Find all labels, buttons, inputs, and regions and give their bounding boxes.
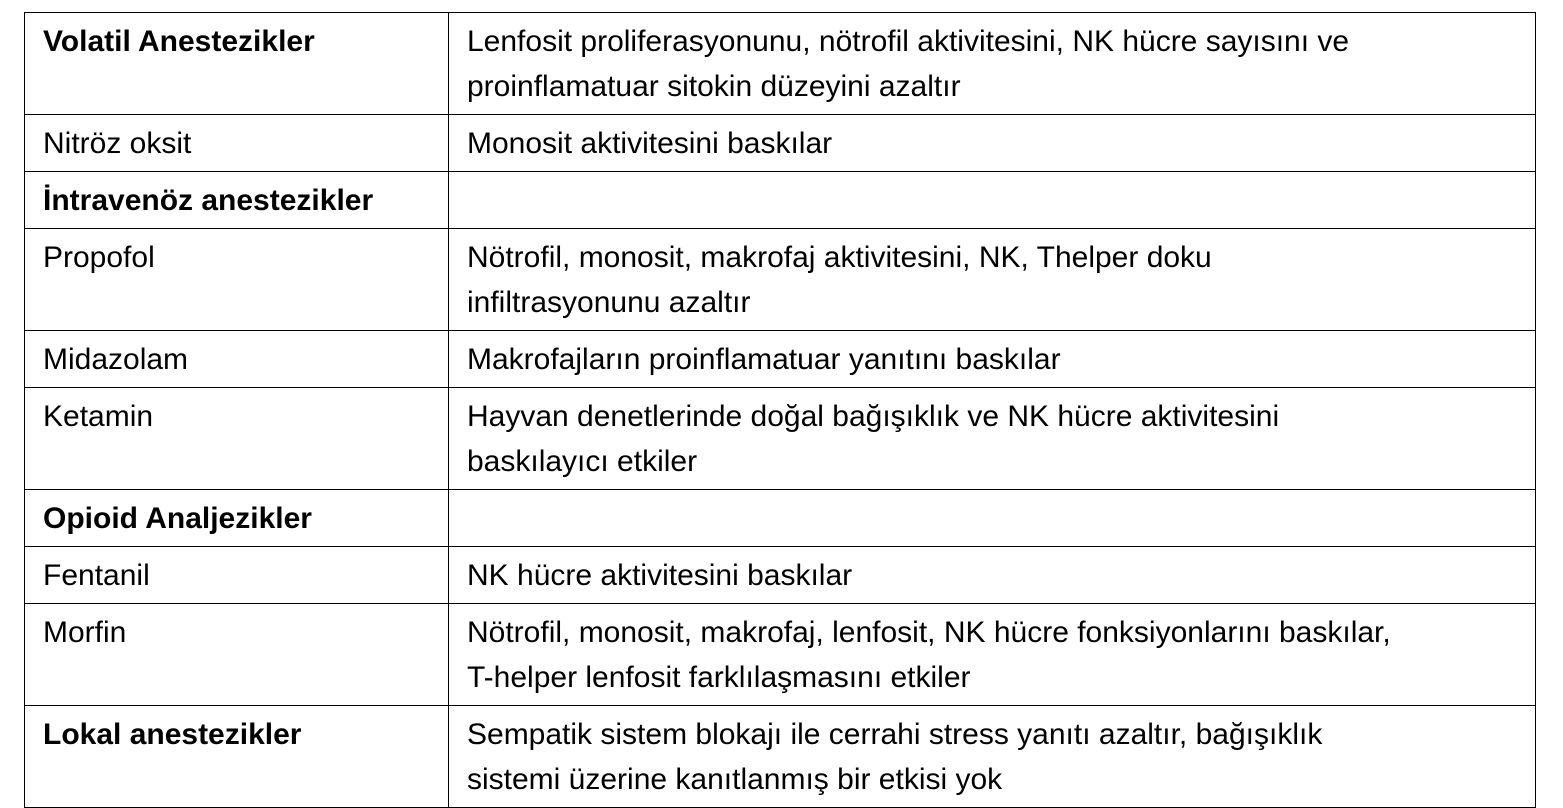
table-row <box>25 604 1536 706</box>
immune-effect-line: Lenfosit proliferasyonunu, nötrofil aktivitesini, NK hücre sayısını ve <box>467 25 1350 58</box>
immune-effect-cell <box>449 172 1536 229</box>
immune-effect-line: Hayvan denetlerinde doğal bağışıklık ve NK hücre aktivitesini <box>467 400 1280 433</box>
immune-effect-cell <box>449 388 1536 490</box>
immune-effect-line: Nötrofil, monosit, makrofaj, lenfosit, NK hücre fonksiyonlarını baskılar, <box>467 616 1391 649</box>
agent-name-cell <box>25 115 449 172</box>
agent-name: Opioid Analjezikler <box>43 502 312 535</box>
immune-effect-cell <box>449 331 1536 388</box>
anesthetic-effects-table-wrapper <box>24 12 1536 808</box>
agent-name-cell <box>25 13 449 115</box>
immune-effect-cell <box>449 13 1536 115</box>
immune-effect-line: proinflamatuar sitokin düzeyini azaltır <box>467 70 961 103</box>
immune-effect-cell <box>449 115 1536 172</box>
table-body <box>25 13 1536 808</box>
agent-name: Morfin <box>43 616 127 649</box>
agent-name-cell <box>25 331 449 388</box>
immune-effect-line: baskılayıcı etkiler <box>467 445 698 478</box>
table-row <box>25 490 1536 547</box>
immune-effect-cell <box>449 706 1536 808</box>
agent-name: Volatil Anestezikler <box>43 25 315 58</box>
immune-effect-cell <box>449 490 1536 547</box>
immune-effect-line: Nötrofil, monosit, makrofaj aktivitesini, NK, Thelper doku <box>467 241 1212 274</box>
table-row <box>25 547 1536 604</box>
immune-effect-line: Makrofajların proinflamatuar yanıtını baskılar <box>467 343 1061 376</box>
agent-name-cell <box>25 547 449 604</box>
table-row <box>25 13 1536 115</box>
immune-effect-cell <box>449 604 1536 706</box>
immune-effect-cell <box>449 229 1536 331</box>
immune-effect-cell <box>449 547 1536 604</box>
agent-name: Lokal anestezikler <box>43 718 302 751</box>
agent-name: Nitröz oksit <box>43 127 192 160</box>
agent-name-cell <box>25 229 449 331</box>
agent-name-cell <box>25 490 449 547</box>
immune-effect-line: Sempatik sistem blokajı ile cerrahi stress yanıtı azaltır, bağışıklık <box>467 718 1323 751</box>
anesthetic-effects-table <box>24 12 1536 808</box>
agent-name-cell <box>25 604 449 706</box>
table-row <box>25 388 1536 490</box>
agent-name: Ketamin <box>43 400 154 433</box>
table-row <box>25 331 1536 388</box>
immune-effect-line: Monosit aktivitesini baskılar <box>467 127 833 160</box>
immune-effect-line: NK hücre aktivitesini baskılar <box>467 559 853 592</box>
agent-name: Propofol <box>43 241 155 274</box>
agent-name-cell <box>25 706 449 808</box>
immune-effect-line: sistemi üzerine kanıtlanmış bir etkisi yok <box>467 763 1003 796</box>
table-row <box>25 229 1536 331</box>
immune-effect-line: infiltrasyonunu azaltır <box>467 286 751 319</box>
immune-effect-line: T-helper lenfosit farklılaşmasını etkiler <box>467 661 971 694</box>
agent-name: Fentanil <box>43 559 150 592</box>
table-row <box>25 172 1536 229</box>
agent-name: Midazolam <box>43 343 189 376</box>
immune-effect-line <box>467 178 1517 223</box>
agent-name: İntravenöz anestezikler <box>43 184 374 217</box>
table-row <box>25 115 1536 172</box>
agent-name-cell <box>25 388 449 490</box>
agent-name-cell <box>25 172 449 229</box>
immune-effect-line <box>467 496 1517 541</box>
table-row <box>25 706 1536 808</box>
